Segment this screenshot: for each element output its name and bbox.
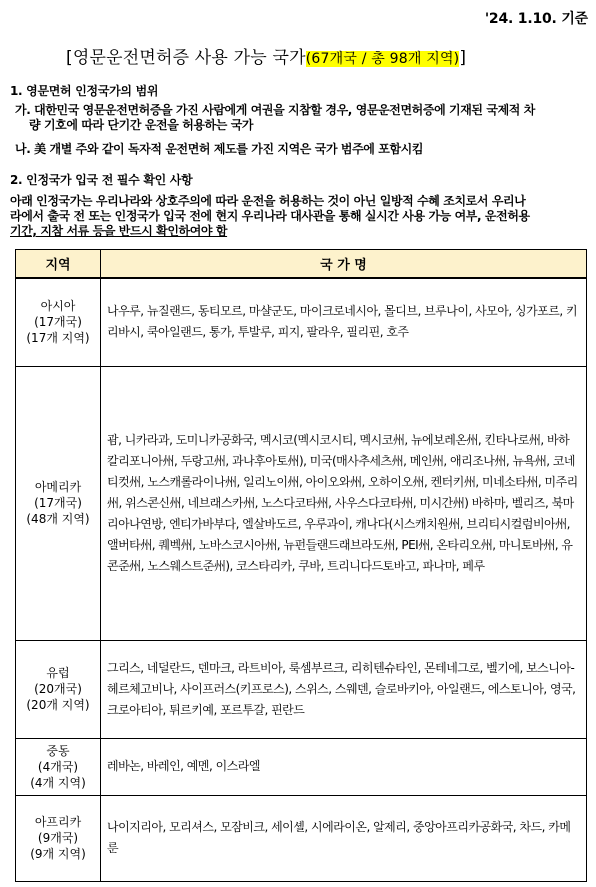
region-name: 아시아 [40,299,76,314]
section2-notice [10,194,594,239]
country-list: 그리스, 네덜란드, 덴마크, 라트비아, 룩셈부르크, 리히텐슈타인, 몬테네그로, 벨기에, 보스니아-헤르체고비나, 사이프러스(키프로스), 스위스, 스웨덴, 슬로바키아, 아일랜드, 에스토니아, 영국, 크로아티아, 튀르키예, 포르투갈, 핀란드 [101,640,587,738]
section1-item-ga [15,103,593,133]
section2-notice-line3: 기간, 지참 서류 등을 반드시 확인하여야 함 [10,224,228,238]
reference-date: '24. 1.10. 기준 [484,11,588,27]
table-row-europe [16,640,587,738]
region-country-count: (9개국) [37,831,79,845]
table-row-americas [16,366,587,640]
region-area-count: (48개 지역) [26,512,90,526]
section1-item-ga-line1: 가. 대한민국 영문운전면허증을 가진 사람에게 여권을 지참할 경우, 영문운전면허증에 기재된 국제적 차 [15,103,535,117]
region-country-count: (20개국) [34,682,82,696]
region-cell [16,795,101,881]
region-country-count: (17개국) [34,496,82,510]
section1-item-na: 나. 美 개별 주와 같이 독자적 운전면허 제도를 가진 지역은 국가 범주에 포함시킴 [15,142,424,156]
region-cell [16,738,101,795]
region-name: 아메리카 [34,480,82,494]
section2-heading: 2. 인정국가 입국 전 필수 확인 사항 [10,173,193,187]
table-row-middle-east [16,738,587,795]
region-area-count: (17개 지역) [26,331,90,346]
section1-heading: 1. 영문면허 인정국가의 범위 [10,84,159,98]
region-area-count: (20개 지역) [26,698,90,712]
country-list: 나우루, 뉴질랜드, 동티모르, 마샬군도, 마이크로네시아, 몰디브, 브루나이, 사모아, 싱가포르, 키리바시, 쿡아일랜드, 통가, 투발루, 피지, 팔라우, 필리핀, 호주 [101,278,587,366]
country-table [15,249,587,882]
title-highlight: (67개국 / 총 98개 지역) [305,51,460,67]
region-area-count: (9개 지역) [30,847,86,861]
region-cell [16,640,101,738]
country-list: 나이지리아, 모리셔스, 모잠비크, 세이셸, 시에라이온, 알제리, 중앙아프리카공화국, 차드, 카메룬 [101,795,587,881]
section1-item-ga-line2: 량 기호에 따라 단기간 운전을 허용하는 국가 [29,118,254,132]
region-country-count: (17개국) [34,315,82,330]
region-area-count: (4개 지역) [30,775,86,790]
table-row-asia [16,278,587,366]
title-main: [영문운전면허증 사용 가능 국가 [66,48,306,68]
section2-notice-line2: 라에서 출국 전 또는 인정국가 입국 전에 현지 우리나라 대사관을 통해 실시간 사용 가능 여부, 운전허용 [10,209,530,223]
header-countries: 국 가 명 [101,250,587,279]
region-name: 유럽 [46,666,70,680]
table-header-row [16,250,587,279]
table-row-africa [16,795,587,881]
region-name: 중동 [46,743,70,758]
document-title [66,43,466,68]
region-country-count: (4개국) [37,759,79,774]
region-cell [16,278,101,366]
title-close-bracket: ] [459,48,467,68]
region-name: 아프리카 [34,815,82,829]
region-cell [16,366,101,640]
country-list: 레바논, 바레인, 예멘, 이스라엘 [101,738,587,795]
section2-notice-line1: 아래 인정국가는 우리나라와 상호주의에 따라 운전을 허용하는 것이 아닌 일방적 수혜 조치로서 우리나 [10,194,526,208]
header-region: 지역 [16,250,101,279]
country-list: 괌, 니카라과, 도미니카공화국, 멕시코(멕시코시티, 멕시코州, 뉴에보레온州, 킨타나로州, 바하칼리포니아州, 두랑고州, 과나후아토州), 미국(매사추세츠州, 메인州, 애리조나州, 뉴욕州, 코네티컷州, 노스캐롤라이나州, 일리노이州, 아이오와州, 오하이오州, 켄터키州, 미네소타州, 미주리州, 위스콘신州, 네브래스카州, 노스다코타州, 사우스다코타州, 미시간州) 바하마, 벨리즈, 북마리아나연방, 엔티가바부다, 엘살바도르, 우루과이, 캐나다(시스캐치원州, 브리티시컬럼비아州, 앨버타州, 퀘벡州, 노바스코시아州, 뉴펀들랜드래브라도州, PEI州, 온타리오州, 마니토바州, 유콘준州, 노스웨스트준州), 코스타리카, 쿠바, 트리니다드토바고, 파나마, 페루 [101,366,587,640]
